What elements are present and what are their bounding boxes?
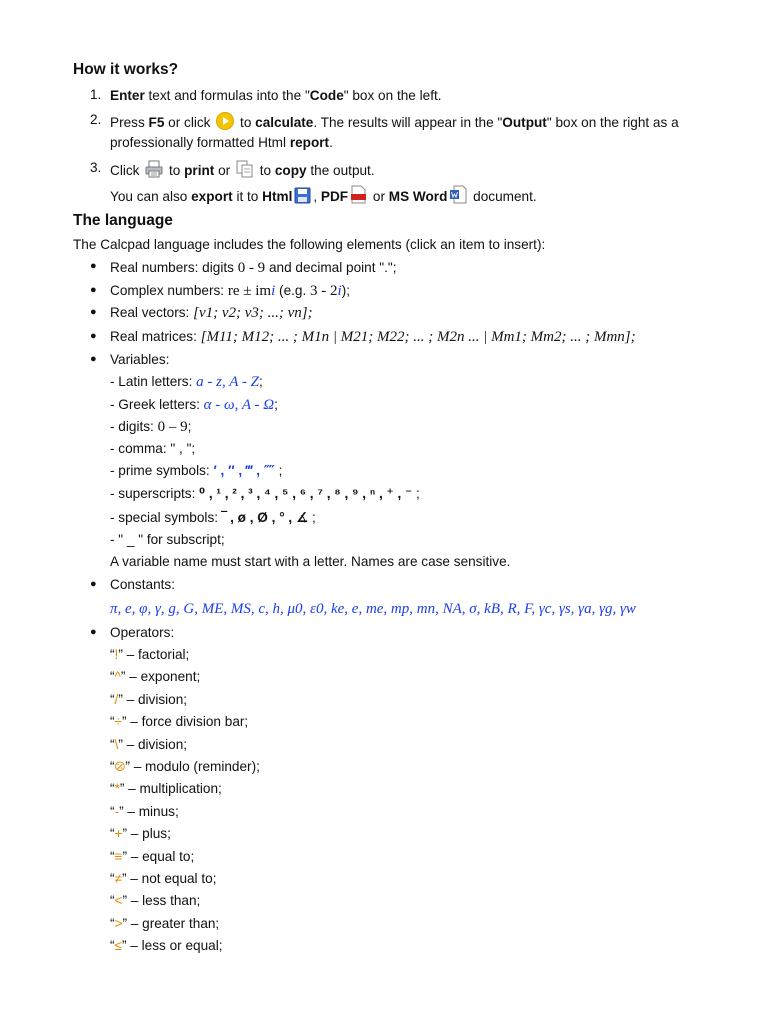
operators-label: Operators: <box>110 625 175 640</box>
operator-item[interactable] <box>110 915 219 933</box>
subscript-item[interactable]: - " _ " for subscript; <box>110 532 225 547</box>
copy-icon[interactable] <box>236 160 254 183</box>
step-2-text-cont: professionally formatted Html report. <box>110 135 333 150</box>
quote-close: ” <box>122 826 128 842</box>
operator-symbol: * <box>114 781 120 797</box>
operator-symbol: ÷ <box>114 714 122 730</box>
operator-item[interactable] <box>110 870 216 888</box>
quote-close: ” <box>122 915 128 931</box>
quote-open: “ <box>110 691 115 707</box>
operator-description: – force division bar; <box>126 714 249 730</box>
quote-close: ” <box>118 736 123 752</box>
operator-item[interactable] <box>110 803 179 821</box>
quote-close: ” <box>119 781 125 797</box>
operator-description: – division; <box>122 691 188 707</box>
quote-close: ” <box>122 848 127 864</box>
variable-note: A variable name must start with a letter. Names are case sensitive. <box>110 554 511 569</box>
operator-symbol: / <box>114 691 119 707</box>
quote-open: “ <box>110 669 115 685</box>
operator-description: – less than; <box>127 893 201 909</box>
play-icon[interactable] <box>216 112 234 135</box>
step-3-text: Click to print or to copy the output. <box>110 160 375 183</box>
operator-item[interactable] <box>110 825 171 843</box>
quote-open: “ <box>110 803 115 819</box>
quote-close: ” <box>118 691 123 707</box>
how-it-works-heading: How it works? <box>73 61 179 78</box>
bullet: ● <box>90 284 97 296</box>
quote-open: “ <box>110 871 115 886</box>
export-text: You can also export it to Html , PDF or MS Word document. <box>110 185 537 209</box>
operator-item[interactable] <box>110 780 222 798</box>
operator-item[interactable] <box>110 668 200 686</box>
digits-item[interactable]: - digits: 0 – 9; <box>110 419 192 435</box>
operator-symbol: ⦼ <box>114 759 126 774</box>
bullet: ● <box>90 626 97 638</box>
quote-open: “ <box>110 759 115 774</box>
operator-description: – multiplication; <box>124 781 222 797</box>
quote-close: ” <box>122 714 127 730</box>
constants-label: Constants: <box>110 577 175 592</box>
operator-description: – exponent; <box>125 669 201 685</box>
comma-item[interactable]: - comma: " , "; <box>110 441 196 456</box>
operator-symbol: > <box>114 915 123 931</box>
operator-symbol: ^ <box>114 669 121 685</box>
operator-symbol: ≡ <box>114 848 123 864</box>
quote-close: ” <box>118 647 123 662</box>
quote-open: “ <box>110 915 115 931</box>
operator-symbol: \ <box>114 736 119 752</box>
operator-symbol: - <box>114 803 120 819</box>
quote-open: “ <box>110 781 115 797</box>
greek-letters-item[interactable]: - Greek letters: α - ω, Α - Ω; <box>110 397 278 413</box>
operator-item[interactable] <box>110 892 200 910</box>
operator-description: – greater than; <box>127 915 220 931</box>
superscripts-item[interactable]: - superscripts: ⁰ , ¹ , ² , ³ , ⁴ , ⁵ , ⁶ , ⁷ , ⁸ , ⁹ , ⁿ , ⁺ , ⁻ ; <box>110 486 420 501</box>
bullet: ● <box>90 330 97 342</box>
operator-symbol: ≤ <box>114 938 122 954</box>
quote-open: “ <box>110 826 115 842</box>
quote-open: “ <box>110 736 115 752</box>
operator-item[interactable] <box>110 646 189 664</box>
bullet: ● <box>90 260 97 272</box>
operator-item[interactable] <box>110 736 187 754</box>
quote-open: “ <box>110 938 115 954</box>
operator-description: – modulo (reminder); <box>129 759 260 774</box>
quote-close: ” <box>125 759 130 774</box>
language-heading: The language <box>73 212 173 229</box>
operator-symbol: < <box>114 893 123 909</box>
bullet: ● <box>90 353 97 365</box>
print-icon[interactable] <box>145 160 163 183</box>
operator-description: – equal to; <box>127 848 195 864</box>
operator-description: – not equal to; <box>126 871 217 886</box>
operator-description: – minus; <box>123 803 179 819</box>
step-2-number: 2. <box>90 112 102 127</box>
pdf-icon[interactable] <box>350 185 367 209</box>
operator-description: – plus; <box>127 826 171 842</box>
operator-symbol: + <box>114 826 123 842</box>
save-html-icon[interactable] <box>294 187 311 209</box>
variables-label: Variables: <box>110 352 170 367</box>
operator-item[interactable] <box>110 713 248 731</box>
operator-symbol: ≠ <box>114 871 122 886</box>
quote-close: ” <box>119 803 124 819</box>
step-3-number: 3. <box>90 160 102 175</box>
quote-open: “ <box>110 848 115 864</box>
operator-item[interactable] <box>110 758 260 776</box>
constants-list[interactable]: π, e, φ, γ, g, G, ME, MS, c, h, μ0, ε0, ke, e, me, mp, mn, NA, σ, kB, R, F, γc, γs, γa, γg, γw <box>110 601 636 617</box>
real-vectors-item[interactable]: Real vectors: [v1; v2; v3; ...; vn]; <box>110 305 313 321</box>
step-2-text: Press F5 or click to calculate. The results will appear in the "Output" box on the right as a <box>110 112 679 135</box>
quote-open: “ <box>110 893 115 909</box>
quote-open: “ <box>110 714 115 730</box>
complex-numbers-item[interactable]: Complex numbers: re ± imi (e.g. 3 - 2i); <box>110 283 351 299</box>
operator-item[interactable] <box>110 937 223 955</box>
real-matrices-item[interactable]: Real matrices: [M11; M12; ... ; M1n | M21; M22; ... ; M2n ... | Mm1; Mm2; ... ; Mmn]; <box>110 329 636 345</box>
quote-close: ” <box>122 871 127 886</box>
latin-letters-item[interactable]: - Latin letters: a - z, A - Z; <box>110 374 263 390</box>
operator-symbol: ! <box>114 647 119 662</box>
bullet: ● <box>90 578 97 590</box>
quote-open: “ <box>110 647 115 662</box>
prime-symbols-item[interactable]: - prime symbols: ′ , ″ , ‴ , ⁗ ; <box>110 463 283 478</box>
language-intro: The Calcpad language includes the following elements (click an item to insert): <box>73 237 546 252</box>
operator-description: – division; <box>122 736 188 752</box>
quote-close: ” <box>122 893 128 909</box>
bullet: ● <box>90 306 97 318</box>
quote-close: ” <box>120 669 126 685</box>
word-icon[interactable] <box>449 185 467 209</box>
operator-item[interactable] <box>110 691 187 709</box>
operator-item[interactable] <box>110 848 194 866</box>
quote-close: ” <box>122 938 127 954</box>
special-symbols-item[interactable]: - special symbols: ‾ , ø , Ø , ° , ∡ ; <box>110 510 316 525</box>
step-1-number: 1. <box>90 87 102 102</box>
step-1-text: Enter text and formulas into the "Code" box on the left. <box>110 88 442 103</box>
operator-description: – less or equal; <box>126 938 223 954</box>
operator-description: – factorial; <box>122 647 190 662</box>
real-numbers-item[interactable]: Real numbers: digits 0 - 9 and decimal point "."; <box>110 260 397 276</box>
